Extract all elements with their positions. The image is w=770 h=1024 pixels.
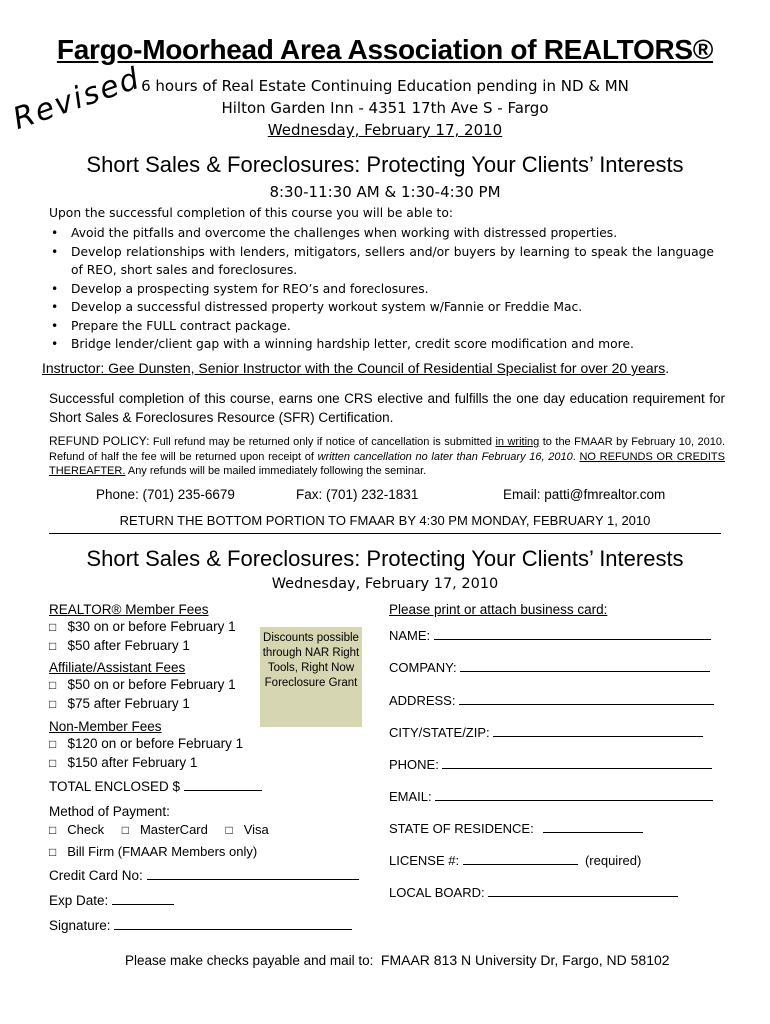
mail-instructions: Please make checks payable and mail to: FMAAR 813 N University Dr, Fargo, ND 58102	[125, 952, 670, 968]
contact-phone: Phone: (701) 235-6679	[96, 487, 235, 502]
payment-options	[49, 821, 269, 839]
fee-option[interactable]: □ $50 after February 1	[49, 637, 236, 655]
checkbox-icon[interactable]: □	[49, 620, 57, 635]
instructor-name: Instructor: Gee Dunsten, Senior Instructor with the Council of Residential Specialist for over 20 years	[42, 360, 666, 376]
exp-date-field[interactable]	[112, 892, 174, 905]
mail-address: FMAAR 813 N University Dr, Fargo, ND 58102	[380, 952, 670, 968]
checkbox-icon[interactable]: □	[49, 737, 57, 752]
objective-item: • Develop relationships with lenders, mitigators, sellers and/or buyers by learning to speak the language of REO, short sales and foreclosures.	[49, 243, 714, 280]
total-field[interactable]	[184, 778, 262, 791]
objective-item: • Avoid the pitfalls and overcome the challenges when working with distressed properties.	[49, 224, 714, 243]
fee-group-nonmember: Non-Member Fees □ $120 on or before February 1 □ $150 after February 1	[49, 718, 243, 772]
signature-row: Signature:	[49, 917, 352, 934]
return-notice: RETURN THE BOTTOM PORTION TO FMAAR BY 4:30 PM MONDAY, FEBRUARY 1, 2010	[119, 513, 651, 528]
checkbox-icon[interactable]: □	[49, 823, 57, 837]
event-date: Wednesday, February 17, 2010	[267, 121, 503, 139]
exp-date-row: Exp Date:	[49, 892, 174, 909]
cut-line	[49, 533, 721, 534]
payment-visa[interactable]: □ Visa	[226, 822, 269, 837]
company-field[interactable]	[460, 659, 710, 672]
company-row: COMPANY:	[389, 659, 710, 675]
state-of-residence-row: STATE OF RESIDENCE:	[389, 820, 643, 836]
name-field[interactable]	[434, 627, 711, 640]
local-board-field[interactable]	[488, 884, 678, 897]
page-title: Fargo-Moorhead Area Association of REALTORS®	[56, 34, 714, 65]
license-field[interactable]	[463, 852, 578, 865]
crs-note: Successful completion of this course, earns one CRS elective and fulfills the one day education requirement for Short Sales & Foreclosures Resource (SFR) Certification.	[49, 391, 725, 425]
payment-bill-firm[interactable]: □ Bill Firm (FMAAR Members only)	[49, 843, 257, 861]
credit-card-row: Credit Card No:	[49, 867, 359, 884]
fee-option[interactable]: □ $30 on or before February 1	[49, 618, 236, 636]
fee-group-affiliate: Affiliate/Assistant Fees □ $50 on or before February 1 □ $75 after February 1	[49, 659, 236, 713]
signature-field[interactable]	[114, 917, 352, 930]
fee-option[interactable]: □ $75 after February 1	[49, 695, 236, 713]
checkbox-icon[interactable]: □	[49, 755, 57, 770]
fee-group-realtor: REALTOR® Member Fees □ $30 on or before February 1 □ $50 after February 1	[49, 601, 236, 655]
phone-row: PHONE:	[389, 756, 712, 772]
email-field[interactable]	[435, 788, 713, 801]
discount-note: Discounts possible through NAR Right Tools, Right Now Foreclosure Grant	[260, 627, 362, 727]
phone-field[interactable]	[442, 756, 712, 769]
checkbox-icon[interactable]: □	[49, 638, 57, 653]
checkbox-icon[interactable]: □	[49, 845, 57, 859]
form-title: Short Sales & Foreclosures: Protecting Your Clients’ Interests	[86, 546, 684, 571]
refund-policy: REFUND POLICY: Full refund may be returned only if notice of cancellation is submitted in writing to the FMAAR by February 10, 2010. Refund of half the fee will be returned upon receipt of written cancellation no later than February 16, 2010. NO REFUNDS OR CREDITS THEREAFTER. Any refunds will be mailed immediately following the seminar.	[49, 434, 725, 477]
state-of-residence-field[interactable]	[543, 820, 643, 833]
checkbox-icon[interactable]: □	[225, 823, 233, 837]
objective-item: • Develop a prospecting system for REO’s and foreclosures.	[49, 280, 714, 299]
course-times: 8:30-11:30 AM & 1:30-4:30 PM	[269, 183, 501, 201]
payment-heading: Method of Payment:	[49, 804, 170, 819]
contact-email[interactable]: Email: patti@fmrealtor.com	[503, 487, 666, 502]
checkbox-icon[interactable]: □	[49, 678, 57, 693]
checkbox-icon[interactable]: □	[121, 823, 129, 837]
objectives-list	[49, 224, 714, 354]
objective-item: • Bridge lender/client gap with a winning hardship letter, credit score modification and more.	[49, 335, 714, 354]
local-board-row: LOCAL BOARD:	[389, 884, 678, 900]
fee-option[interactable]: □ $150 after February 1	[49, 754, 243, 772]
address-row: ADDRESS:	[389, 692, 714, 708]
fee-option[interactable]: □ $120 on or before February 1	[49, 735, 243, 753]
address-field[interactable]	[459, 692, 714, 705]
objective-item: • Develop a successful distressed property workout system w/Fannie or Freddie Mac.	[49, 298, 714, 317]
checkbox-icon[interactable]: □	[49, 696, 57, 711]
payment-check[interactable]: □ Check	[49, 822, 104, 837]
city-state-zip-row: CITY/STATE/ZIP:	[389, 724, 703, 740]
course-title: Short Sales & Foreclosures: Protecting Your Clients’ Interests	[86, 152, 684, 177]
email-row: EMAIL:	[389, 788, 713, 804]
fee-option[interactable]: □ $50 on or before February 1	[49, 676, 236, 694]
venue-line: Hilton Garden Inn - 4351 17th Ave S - Fargo	[221, 99, 549, 117]
total-enclosed: TOTAL ENCLOSED $	[49, 778, 262, 795]
credit-card-field[interactable]	[147, 867, 359, 880]
contact-fax: Fax: (701) 232-1831	[296, 487, 419, 502]
ce-hours-line: 6 hours of Real Estate Continuing Education pending in ND & MN	[141, 77, 629, 95]
objective-item: • Prepare the FULL contract package.	[49, 317, 714, 336]
name-row: NAME:	[389, 627, 711, 643]
city-state-zip-field[interactable]	[493, 724, 703, 737]
instructor-line: Instructor: Gee Dunsten, Senior Instructor with the Council of Residential Specialist for over 20 years.	[42, 360, 670, 376]
payment-mastercard[interactable]: □ MasterCard	[122, 822, 208, 837]
business-card-note: Please print or attach business card:	[389, 602, 608, 617]
license-row: LICENSE #: (required)	[389, 853, 642, 868]
objectives-intro: Upon the successful completion of this course you will be able to:	[49, 206, 454, 220]
form-date: Wednesday, February 17, 2010	[271, 576, 499, 592]
revised-stamp: Revised	[8, 60, 146, 137]
